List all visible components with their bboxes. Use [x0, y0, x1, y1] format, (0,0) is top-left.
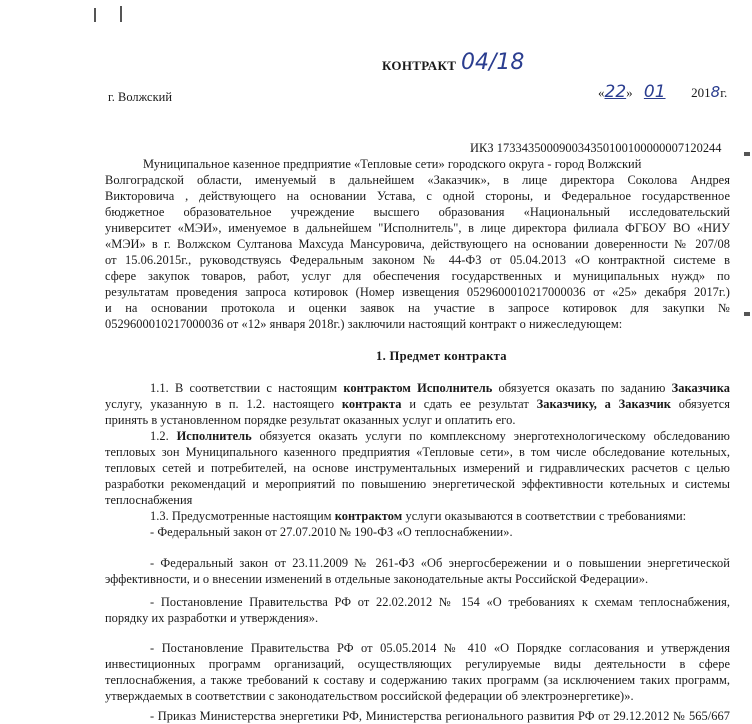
scan-edge-mark — [744, 312, 750, 316]
clause-text: 1.3. Предусмотренные настоящим — [150, 509, 335, 523]
scan-edge-mark — [744, 152, 750, 156]
preamble-line: Волгоградской области, именуемый в дальнейшем «Заказчик», в лице директора Соколова Андрея — [105, 173, 730, 187]
clause-text: услуги оказываются в соответствии с требованиями: — [402, 509, 687, 523]
requirement-item: утверждаемых в соответствии с законодательством российской федерации об электроэнергетике)». — [105, 689, 634, 703]
preamble-line: и на основании протокола и оценки заявок на участие в запросе котировок для закупки № — [105, 301, 730, 315]
requirement-item: - Постановление Правительства РФ от 22.02.2012 № 154 «О требованиях к схемам теплоснабжения, — [150, 595, 730, 609]
preamble-line: бюджетное образовательное учреждение высшего образования «Национальный исследовательский — [105, 205, 730, 219]
date-day: 22 — [604, 82, 627, 102]
clause-1-3-line — [150, 508, 686, 524]
contract-date — [598, 82, 727, 102]
preamble-line: от 15.06.2015г., руководствуясь Федеральным законом № 44-ФЗ от 05.04.2013 «О контрактной системе в — [105, 253, 730, 267]
clause-text: 1.1. В соответствии с настоящим — [150, 381, 344, 395]
requirement-item: - Постановление Правительства РФ от 05.05.2014 № 410 «О Порядке согласования и утверждения — [150, 641, 730, 655]
clause-1-2-line: тепловых сетей и потребителей, на основе инструментальных измерений и гидравлических расчетов с целью — [105, 461, 730, 475]
date-year-hand: 8 — [710, 83, 721, 101]
scan-edge-mark — [120, 6, 122, 22]
requirement-item: теплоснабжения, а также требований к составу и содержанию таких программ (за исключением таких программ, — [105, 673, 730, 687]
requirement-item: инвестиционных программ организаций, осуществляющих регулируемые виды деятельности в сфере — [105, 657, 730, 671]
requirement-item: - Приказ Министерства энергетики РФ, Министерства регионального развития РФ от 29.12.2012 № 565/667 — [150, 709, 730, 723]
preamble-line: университет «МЭИ», именуемое в дальнейшем "Исполнитель", в лице директора филиала ФГБОУ ВО «НИУ — [105, 221, 730, 235]
clause-text: услугу, указанную в п. 1.2. настоящего — [105, 397, 342, 411]
clause-bold: Заказчика — [671, 381, 730, 395]
date-month: 01 — [643, 82, 666, 102]
clause-bold: Заказчику, а Заказчик — [536, 397, 671, 411]
clause-bold: Исполнитель — [176, 429, 252, 443]
preamble-line: «МЭИ» в г. Волжском Султанова Махсуда Мансуровича, действующего на основании доверенности № 207/08 — [105, 237, 730, 251]
clause-text: обязуется оказать по заданию — [492, 381, 672, 395]
date-year-suffix: г. — [720, 85, 728, 100]
handwritten-contract-number: 04/18 — [461, 50, 525, 75]
preamble-line: Муниципальное казенное предприятие «Тепловые сети» городского округа - город Волжский — [143, 157, 642, 171]
clause-bold: контрактом — [334, 509, 403, 523]
clause-bold: контрактом Исполнитель — [343, 381, 493, 395]
city: г. Волжский — [108, 90, 173, 104]
requirement-item: - Федеральный закон от 23.11.2009 № 261-ФЗ «Об энергосбережении и о повышении энергетической — [150, 556, 730, 570]
clause-1-1-line — [150, 380, 730, 396]
clause-text: обязуется — [670, 397, 731, 411]
preamble-line: результатам проведения запроса котировок (Номер извещения 0529600010217000036 от «25» декабря 2017г.) — [105, 285, 730, 299]
clause-1-2-line: тепловых зон Муниципального казенного предприятия «Тепловые сети», в том числе обследование котельных, — [105, 445, 730, 459]
requirement-item: порядку их разработки и утверждения». — [105, 611, 319, 625]
preamble-line: Викторовича , действующего на основании Устава, с одной стороны, и Федеральное государственное — [105, 189, 730, 203]
preamble-line: 0529600010217000036 от «12» января 2018г.) заключили настоящий контракт о нижеследующем: — [105, 317, 623, 331]
preamble-line: сфере закупок товаров, работ, услуг для обеспечения государственных и муниципальных нужд» по — [105, 269, 730, 283]
clause-1-2-line — [150, 428, 730, 444]
requirement-item: - Федеральный закон от 27.07.2010 № 190-ФЗ «О теплоснабжении». — [150, 525, 513, 539]
ikz-code: ИКЗ 173343500090034350100100000007120244 — [470, 141, 722, 155]
requirement-item: эффективности, и о внесении изменений в отдельные законодательные акты Российской Федерации». — [105, 572, 649, 586]
date-quote-close: » — [626, 85, 633, 100]
clause-1-2-line: теплоснабжения — [105, 493, 193, 507]
date-year-prefix: 201 — [691, 85, 711, 100]
scan-edge-mark — [94, 8, 96, 22]
date-quote-open: « — [598, 85, 605, 100]
clause-1-2-line: разработки рекомендаций и мероприятий по повышению энергетической эффективности котельных и системы — [105, 477, 730, 491]
contract-title: КОНТРАКТ — [382, 58, 457, 73]
clause-text: обязуется оказать услуги по комплексному энерготехнологическому обследованию — [251, 429, 730, 443]
clause-text: 1.2. — [150, 429, 177, 443]
clause-bold: контракта — [341, 397, 402, 411]
clause-1-1-line: принять в установленном порядке результат оказанных услуг и оплатить его. — [105, 413, 516, 427]
clause-text: и сдать ее результат — [401, 397, 537, 411]
clause-1-1-line — [105, 396, 730, 412]
section-1-heading: 1. Предмет контракта — [376, 349, 507, 363]
